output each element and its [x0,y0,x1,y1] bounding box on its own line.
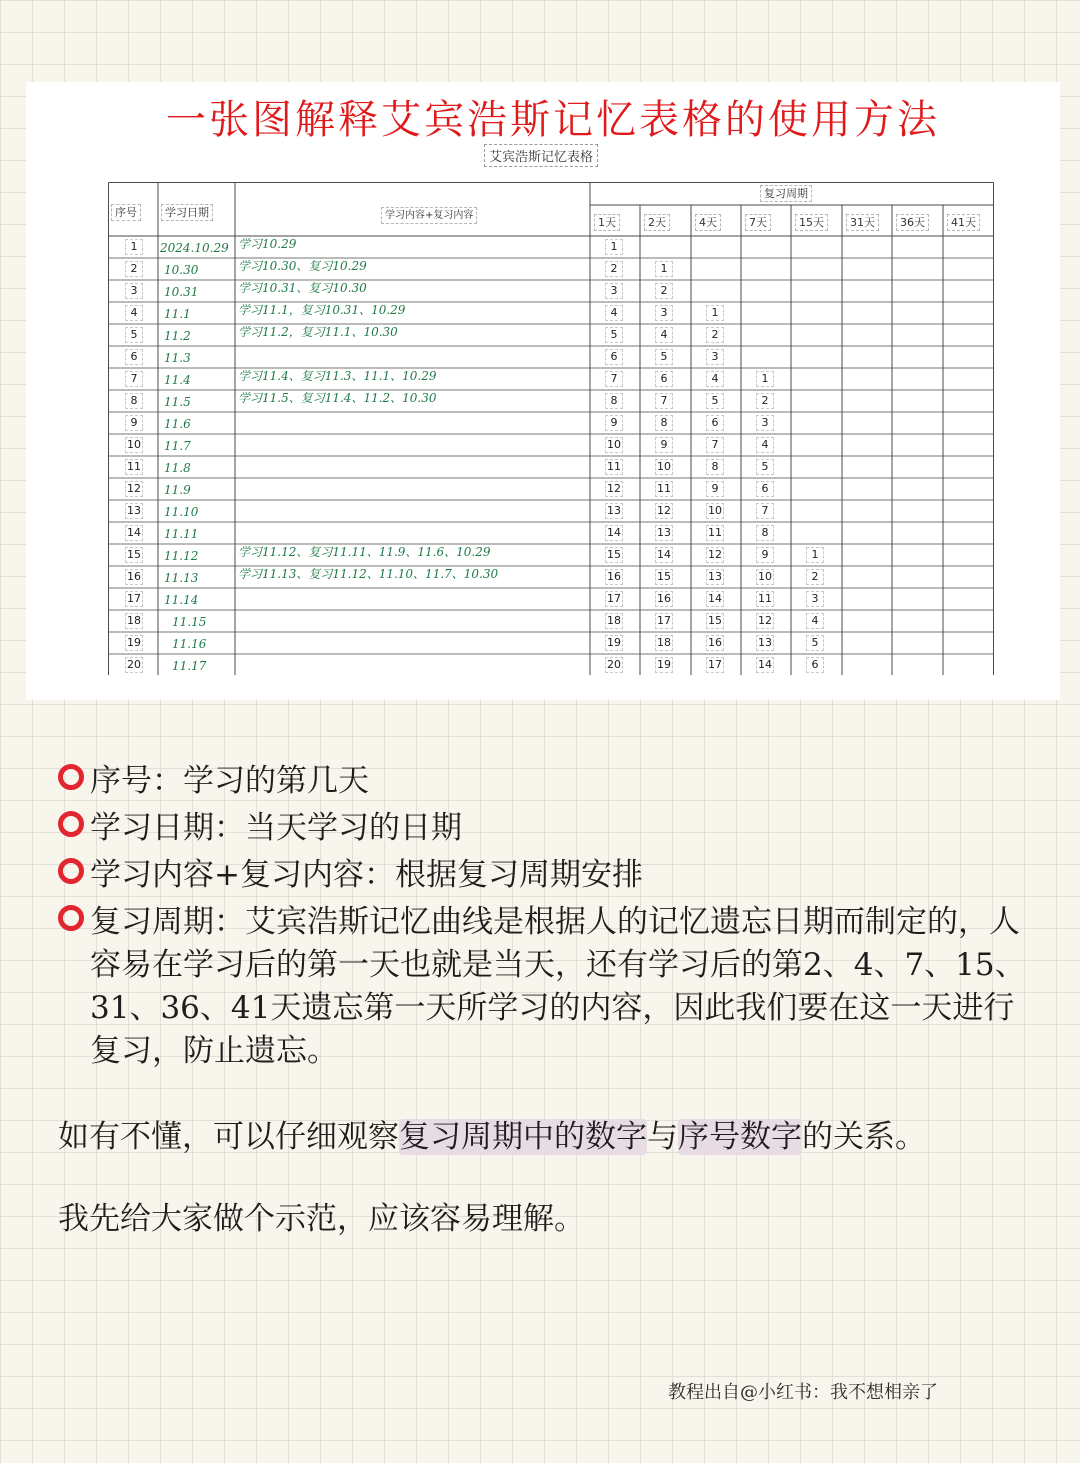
cycle-cell: 3 [706,349,724,365]
day-header: 31天 [846,214,879,231]
memory-table [108,182,994,675]
cycle-cell: 19 [607,636,621,649]
row-index: 16 [127,570,141,583]
cycle-cell: 2 [706,327,724,343]
red-circle-icon [58,764,84,790]
row-content: 学习11.1，复习10.31、10.29 [238,303,406,317]
red-circle-icon [58,905,84,931]
cycle-cell: 12 [657,504,671,517]
cycle-cell: 15 [607,548,621,561]
row-date: 11.16 [172,637,207,651]
header-cycle: 复习周期 [760,185,812,202]
cycle-cell: 7 [655,393,673,409]
row-date: 11.3 [164,351,191,365]
cycle-cell: 10 [657,460,671,473]
cycle-cell: 4 [605,305,623,321]
cycle-cell: 14 [708,592,722,605]
row-date: 11.15 [172,615,207,629]
cycle-cell: 1 [655,261,673,277]
row-date: 10.30 [164,263,199,277]
row-date: 11.5 [164,395,191,409]
hint-text-mid: 与 [647,1119,678,1155]
row-index: 9 [125,415,143,431]
cycle-cell: 5 [655,349,673,365]
cycle-cell: 11 [708,526,722,539]
cycle-cell: 17 [607,592,621,605]
header-date: 学习日期 [161,204,213,221]
row-date: 11.11 [164,527,199,541]
row-index: 5 [125,327,143,343]
row-index: 11 [127,460,141,473]
cycle-cell: 7 [605,371,623,387]
cycle-cell: 16 [708,636,722,649]
row-index: 6 [125,349,143,365]
row-index: 10 [127,438,141,451]
row-index: 17 [127,592,141,605]
header-content: 学习内容+复习内容 [381,207,477,224]
row-index: 18 [127,614,141,627]
source-credit: 教程出自@小红书：我不想相亲了 [668,1382,938,1403]
cycle-cell: 3 [655,305,673,321]
cycle-cell: 20 [607,658,621,671]
day-header: 15天 [795,214,828,231]
cycle-cell: 14 [758,658,772,671]
cycle-cell: 7 [706,437,724,453]
cycle-cell: 5 [756,459,774,475]
cycle-cell: 11 [758,592,772,605]
red-circle-icon [58,858,84,884]
row-index: 8 [125,393,143,409]
cycle-cell: 5 [706,393,724,409]
row-index: 13 [127,504,141,517]
hint-text-start: 如有不懂，可以仔细观察 [58,1119,399,1155]
row-date: 11.14 [164,593,199,607]
note-index [58,760,1048,803]
cycle-cell: 17 [708,658,722,671]
cycle-cell: 1 [756,371,774,387]
row-content: 学习10.31、复习10.30 [238,281,367,295]
cycle-cell: 9 [605,415,623,431]
cycle-cell: 6 [806,657,824,673]
cycle-cell: 15 [708,614,722,627]
cycle-cell: 3 [756,415,774,431]
cycle-cell: 15 [657,570,671,583]
cycle-cell: 16 [657,592,671,605]
row-index: 14 [127,526,141,539]
header-index: 序号 [111,204,141,221]
day-header: 7天 [745,214,771,231]
hint-text-end: 的关系。 [802,1119,926,1155]
cycle-cell: 10 [758,570,772,583]
row-index: 1 [125,239,143,255]
row-index: 15 [127,548,141,561]
row-date: 11.8 [164,461,191,475]
note-content [58,854,1048,897]
cycle-cell: 12 [607,482,621,495]
cycle-cell: 10 [607,438,621,451]
row-content: 学习11.2，复习11.1、10.30 [238,325,398,339]
cycle-cell: 1 [605,239,623,255]
table-card [26,82,1060,700]
cycle-cell: 16 [607,570,621,583]
hint-paragraph [58,1115,1048,1159]
highlight-index-numbers: 序号数字 [678,1119,802,1155]
red-circle-icon [58,811,84,837]
cycle-cell: 5 [806,635,824,651]
row-date: 11.12 [164,549,199,563]
row-date: 11.17 [172,659,207,673]
cycle-cell: 4 [756,437,774,453]
cycle-cell: 11 [657,482,671,495]
cycle-cell: 9 [706,481,724,497]
cycle-cell: 18 [607,614,621,627]
cycle-cell: 2 [605,261,623,277]
row-date: 11.9 [164,483,191,497]
cycle-cell: 3 [806,591,824,607]
day-header: 4天 [695,214,721,231]
row-index: 7 [125,371,143,387]
row-content: 学习11.4、复习11.3、11.1、10.29 [238,369,437,383]
cycle-cell: 9 [655,437,673,453]
cycle-cell: 6 [655,371,673,387]
cycle-cell: 14 [607,526,621,539]
row-index: 3 [125,283,143,299]
cycle-cell: 1 [706,305,724,321]
row-date: 11.4 [164,373,191,387]
row-date: 11.13 [164,571,199,585]
cycle-cell: 12 [708,548,722,561]
cycle-cell: 6 [706,415,724,431]
note-date [58,807,1048,850]
cycle-cell: 13 [607,504,621,517]
row-index: 20 [127,658,141,671]
closing-text: 我先给大家做个示范，应该容易理解。 [58,1201,585,1237]
day-header: 41天 [947,214,980,231]
row-date: 10.31 [164,285,199,299]
cycle-cell: 13 [758,636,772,649]
table-caption: 艾宾浩斯记忆表格 [484,144,598,167]
row-index: 2 [125,261,143,277]
cycle-cell: 6 [756,481,774,497]
cycle-cell: 3 [605,283,623,299]
cycle-cell: 7 [756,503,774,519]
note-index-text: 序号：学习的第几天 [90,763,369,799]
cycle-cell: 8 [756,525,774,541]
cycle-cell: 4 [706,371,724,387]
cycle-cell: 8 [706,459,724,475]
row-date: 11.7 [164,439,191,453]
cycle-cell: 1 [806,547,824,563]
row-date: 11.1 [164,307,191,321]
explanation-notes [58,760,1048,1241]
cycle-cell: 6 [605,349,623,365]
cycle-cell: 12 [758,614,772,627]
day-header: 1天 [594,214,620,231]
cycle-cell: 11 [607,460,621,473]
cycle-cell: 13 [657,526,671,539]
row-date: 11.10 [164,505,199,519]
row-date: 11.6 [164,417,191,431]
row-content: 学习10.29 [238,237,297,251]
note-cycle-text: 复习周期：艾宾浩斯记忆曲线是根据人的记忆遗忘日期而制定的，人容易在学习后的第一天也就是当天，还有学习后的第2、4、7、15、31、36、41天遗忘第一天所学习的内容，因此我们要在这一天进行复习，防止遗忘。 [90,904,1026,1069]
row-date: 11.2 [164,329,191,343]
cycle-cell: 18 [657,636,671,649]
note-cycle [58,901,1048,1073]
page-title: 一张图解释艾宾浩斯记忆表格的使用方法 [166,97,940,143]
cycle-cell: 2 [756,393,774,409]
row-index: 12 [127,482,141,495]
cycle-cell: 5 [605,327,623,343]
cycle-cell: 4 [655,327,673,343]
day-header: 2天 [644,214,670,231]
cycle-cell: 13 [708,570,722,583]
row-content: 学习11.13、复习11.12、11.10、11.7、10.30 [238,567,499,581]
row-content: 学习11.5、复习11.4、11.2、10.30 [238,391,437,405]
row-index: 19 [127,636,141,649]
cycle-cell: 2 [655,283,673,299]
highlight-cycle-numbers: 复习周期中的数字 [399,1119,647,1155]
cycle-cell: 19 [657,658,671,671]
cycle-cell: 2 [806,569,824,585]
table-grid-lines [108,182,994,675]
cycle-cell: 8 [605,393,623,409]
note-date-text: 学习日期：当天学习的日期 [90,810,462,846]
cycle-cell: 14 [657,548,671,561]
cycle-cell: 8 [655,415,673,431]
row-date: 2024.10.29 [160,241,229,255]
row-content: 学习10.30、复习10.29 [238,259,367,273]
cycle-cell: 17 [657,614,671,627]
day-header: 36天 [896,214,929,231]
cycle-cell: 4 [806,613,824,629]
row-content: 学习11.12、复习11.11、11.9、11.6、10.29 [238,545,491,559]
cycle-cell: 10 [708,504,722,517]
note-content-text: 学习内容+复习内容：根据复习周期安排 [90,857,643,893]
row-index: 4 [125,305,143,321]
cycle-cell: 9 [756,547,774,563]
